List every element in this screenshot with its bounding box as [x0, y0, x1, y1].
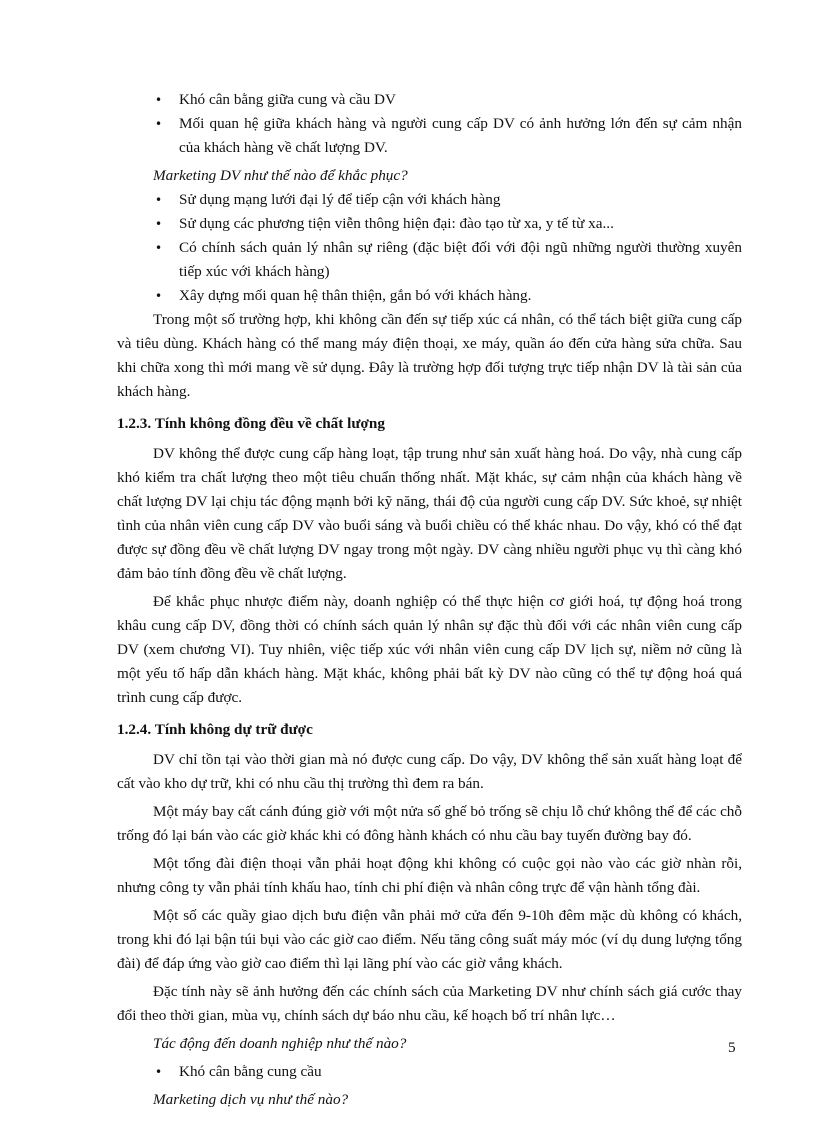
paragraph: Một số các quầy giao dịch bưu điện vẫn phải mở cửa đến 9-10h đêm mặc dù không có khách, trong khi đó lại bận túi bụi vào các giờ cao điểm. Nếu tăng công suất máy móc (ví dụ dung lượng tổng đài) để đáp ứng vào giờ cao điểm thì lại lãng phí vào các giờ vắng khách. [117, 907, 742, 972]
question-line: Tác động đến doanh nghiệp như thế nào? [153, 1035, 407, 1052]
bullet-item: • Xây dựng mối quan hệ thân thiện, gắn bó với khách hàng. [117, 284, 742, 308]
paragraph: Một máy bay cất cánh đúng giờ với một nửa số ghế bỏ trống sẽ chịu lỗ chứ không thể để các chỗ trống đó lại bán vào các giờ khác khi có đông hành khách có nhu cầu bay tuyến đường bay đó. [117, 803, 742, 844]
paragraph: Một tổng đài điện thoại vẫn phải hoạt động khi không có cuộc gọi nào vào các giờ nhàn rỗi, nhưng công ty vẫn phải tính khấu hao, tính chi phí điện và nhân công trực để vận hành tổng đài. [117, 855, 742, 896]
paragraph: Trong một số trường hợp, khi không cần đến sự tiếp xúc cá nhân, có thể tách biệt giữa cung cấp và tiêu dùng. Khách hàng có thể mang máy điện thoại, xe máy, quần áo đến cửa hàng sửa chữa. Sau khi chữa xong thì mới mang về sử dụng. Đây là trường hợp đối tượng trực tiếp nhận DV là tài sản của khách hàng. [117, 311, 742, 400]
bullet-item: • Khó cân bằng cung cầu [117, 1060, 742, 1084]
bullet-item: • Sử dụng mạng lưới đại lý để tiếp cận với khách hàng [117, 188, 742, 212]
question-line: Marketing dịch vụ như thế nào? [153, 1091, 349, 1108]
page-number: 5 [728, 1039, 736, 1056]
bullet-item: • Có chính sách quản lý nhân sự riêng (đặc biệt đối với đội ngũ những người thường xuyên tiếp xúc với khách hàng) [117, 236, 742, 284]
question-line: Marketing DV như thế nào để khắc phục? [153, 167, 408, 184]
section-heading: 1.2.3. Tính không đồng đều về chất lượng [117, 415, 385, 432]
paragraph: DV chỉ tồn tại vào thời gian mà nó được cung cấp. Do vậy, DV không thể sản xuất hàng loạt để cất vào kho dự trữ, khi có nhu cầu thị trường thì đem ra bán. [117, 751, 742, 792]
paragraph: Đặc tính này sẽ ảnh hưởng đến các chính sách của Marketing DV như chính sách giá cước thay đổi theo thời gian, mùa vụ, chính sách dự báo nhu cầu, kế hoạch bố trí nhân lực… [117, 983, 742, 1024]
bullet-item: • Khó cân bằng giữa cung và cầu DV [117, 88, 742, 112]
section-heading: 1.2.4. Tính không dự trữ được [117, 721, 313, 738]
bullet-item: • Sử dụng các phương tiện viễn thông hiện đại: đào tạo từ xa, y tế từ xa... [117, 212, 742, 236]
bullet-item: • Mối quan hệ giữa khách hàng và người cung cấp DV có ảnh hưởng lớn đến sự cảm nhận của khách hàng về chất lượng DV. [117, 112, 742, 160]
paragraph: Để khắc phục nhược điểm này, doanh nghiệp có thể thực hiện cơ giới hoá, tự động hoá trong khâu cung cấp DV, đồng thời có chính sách quản lý nhân sự đặc thù đối với các nhân viên cung cấp DV (xem chương VI). Tuy nhiên, việc tiếp xúc với nhân viên cung cấp DV lịch sự, niềm nở cũng là một yếu tố hấp dẫn khách hàng. Mặt khác, không phải bất kỳ DV nào cũng có thể tự động hoá quá trình cung cấp được. [117, 593, 742, 706]
paragraph: DV không thể được cung cấp hàng loạt, tập trung như sản xuất hàng hoá. Do vậy, nhà cung cấp khó kiểm tra chất lượng theo một tiêu chuẩn thống nhất. Mặt khác, sự cảm nhận của khách hàng về chất lượng DV lại chịu tác động mạnh bởi kỹ năng, thái độ của người cung cấp DV. Sức khoẻ, sự nhiệt tình của nhân viên cung cấp DV vào buổi sáng và buổi chiều có thể khác nhau. Do vậy, khó có thể đạt được sự đồng đều về chất lượng DV ngay trong một ngày. DV càng nhiều người phục vụ thì càng khó đảm bảo tính đồng đều về chất lượng. [117, 445, 742, 582]
page-content [117, 88, 742, 1112]
